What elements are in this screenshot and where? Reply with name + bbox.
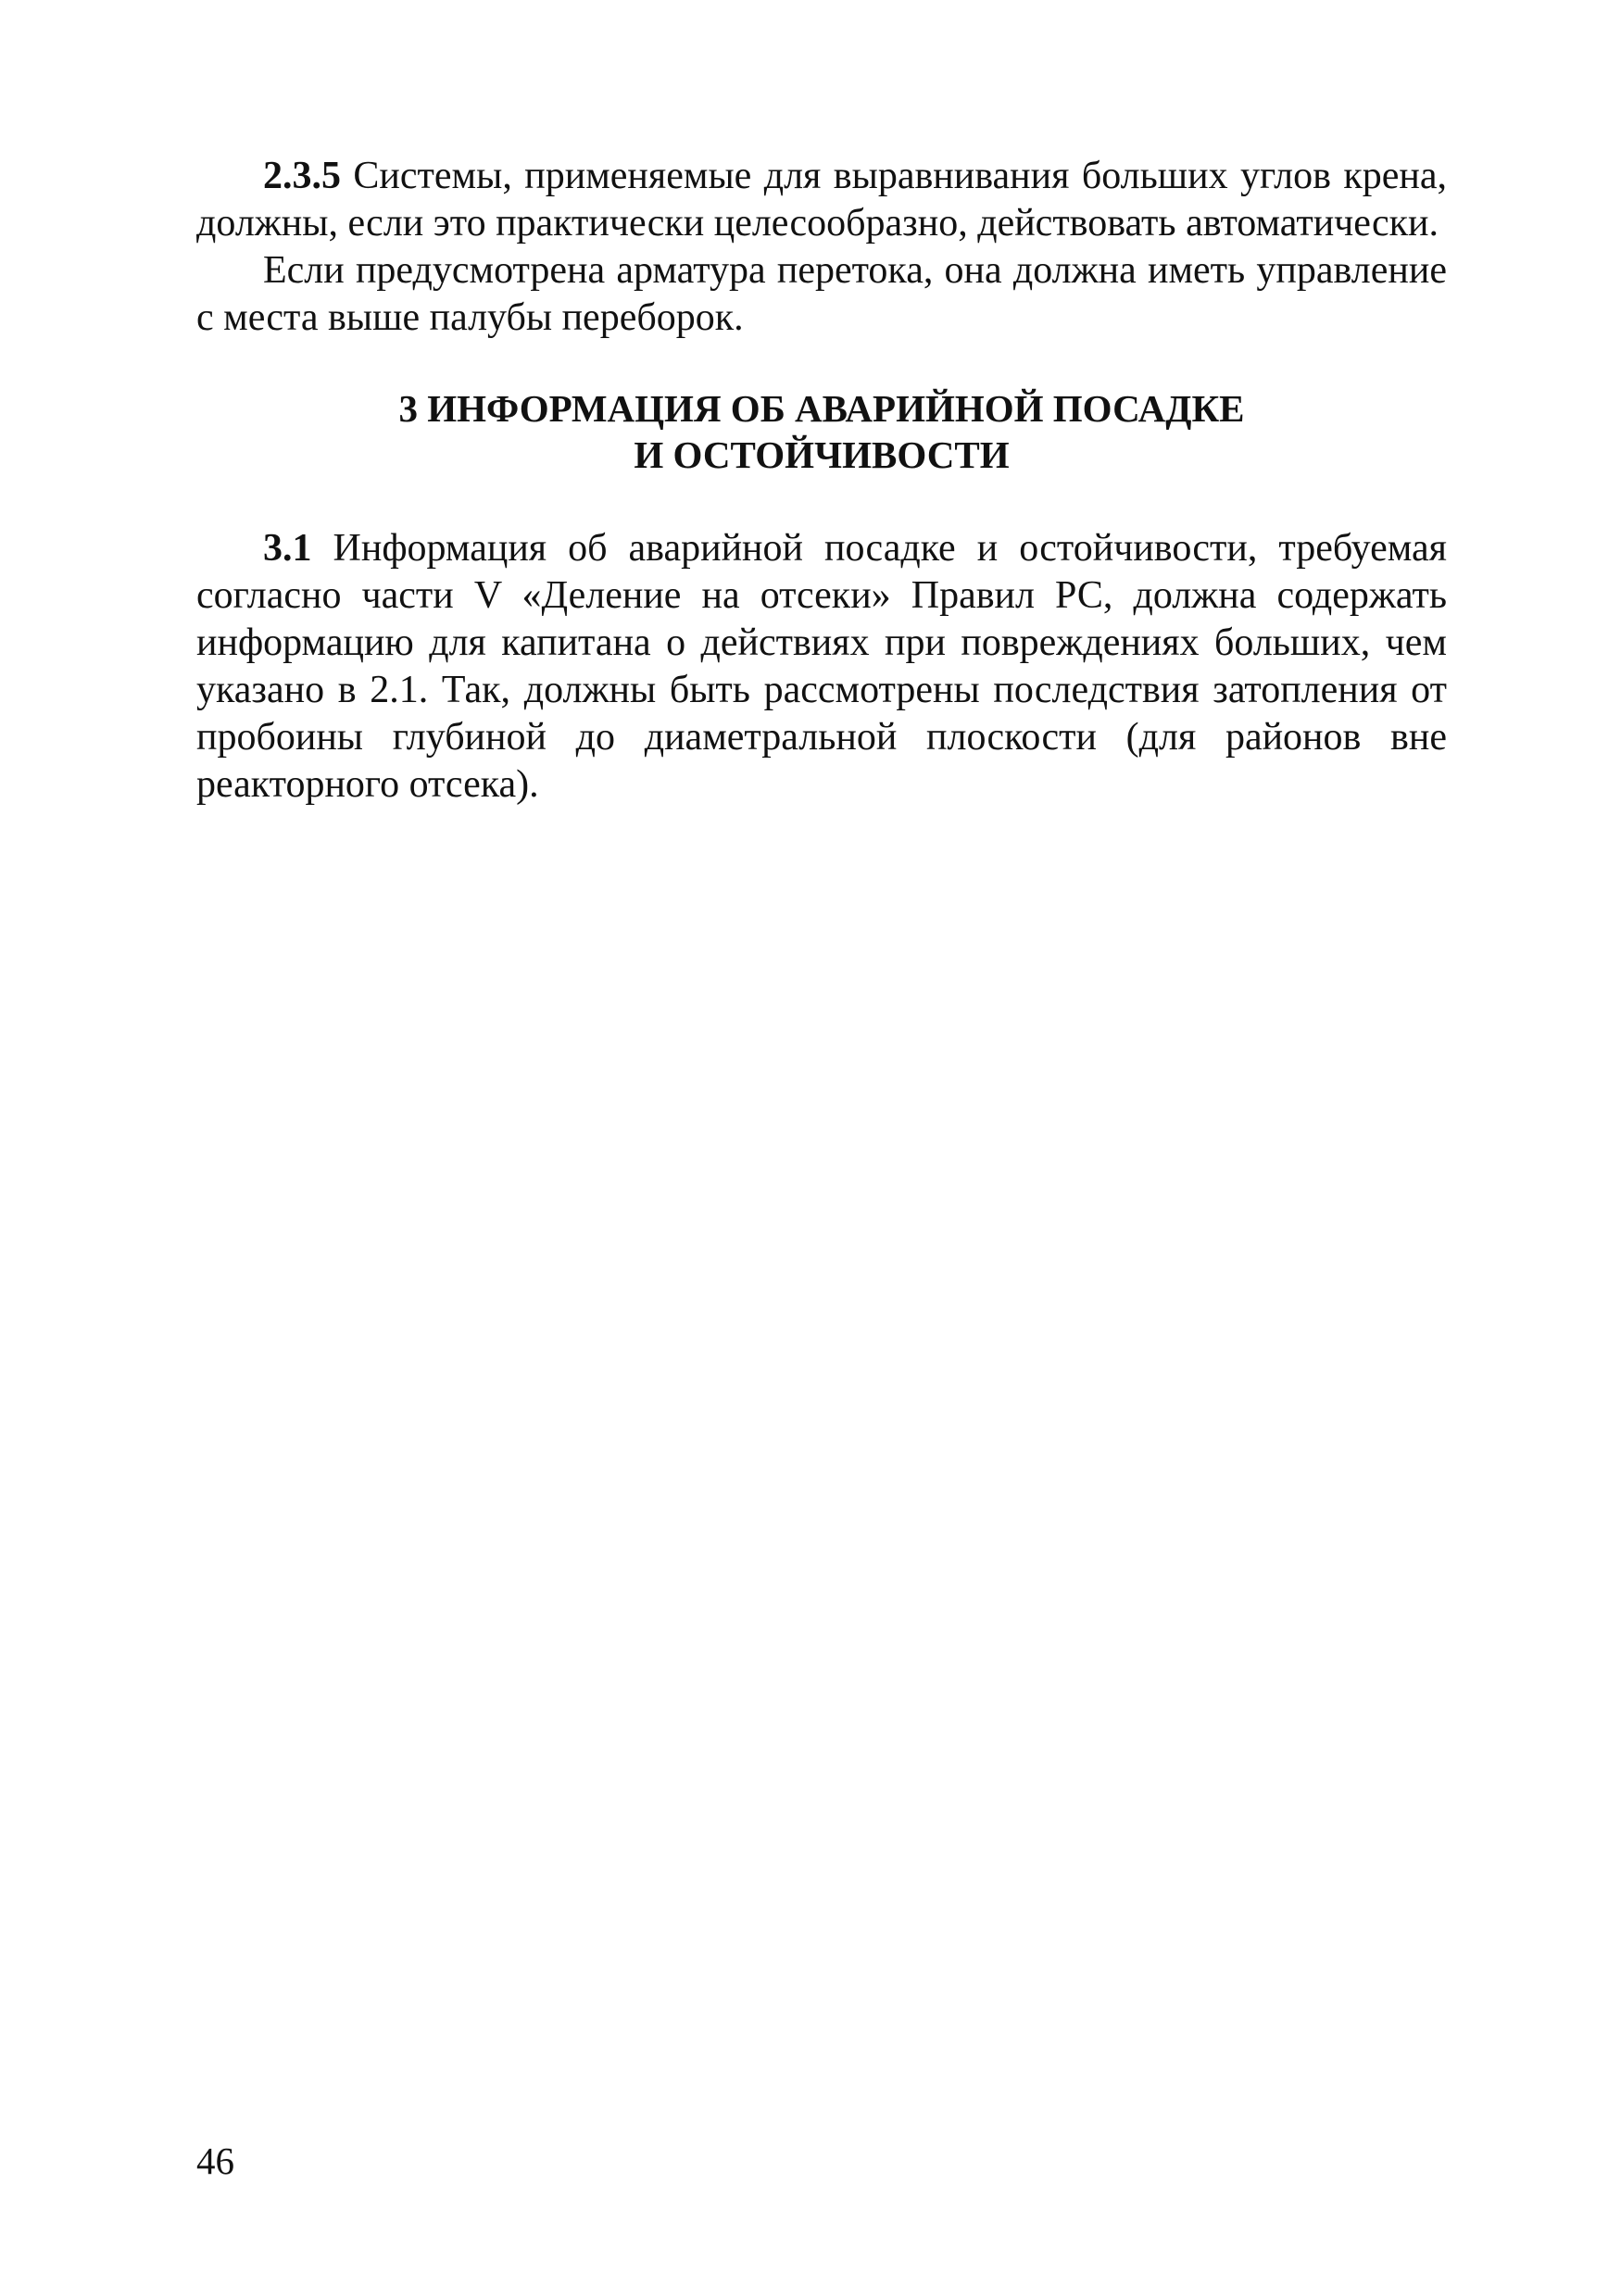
section-number: 3.1: [263, 527, 312, 570]
paragraph-2-3-5: [196, 153, 1447, 247]
paragraph-text: [196, 153, 1447, 247]
section-number: 2.3.5: [263, 155, 341, 197]
paragraph-3-1: [196, 525, 1447, 809]
paragraph-body: Системы, применяемые для выравнивания больших углов крена, должны, если это практически целесообразно, действовать автоматически.: [196, 155, 1447, 245]
page-number: 46: [196, 2139, 234, 2182]
paragraph-text: [196, 525, 1447, 809]
paragraph-body: Информация об аварийной посадке и остойчивости, требуемая согласно части V «Деление на отсеки» Правил РС, должна содержать информацию для капитана о действиях при повреждениях больших, чем указано в 2.1. Так, должны быть рассмотрены последствия затопления от пробоины глубиной до диаметральной плоскости (для районов вне реакторного отсека).: [196, 527, 1447, 806]
section-heading: [196, 385, 1447, 478]
paragraph-body: Если предусмотрена арматура перетока, она должна иметь управление с места выше палубы переборок.: [196, 249, 1447, 339]
heading-line-2: И ОСТОЙЧИВОСТИ: [634, 433, 1010, 476]
heading-line-1: 3 ИНФОРМАЦИЯ ОБ АВАРИЙНОЙ ПОСАДКЕ: [398, 387, 1245, 430]
paragraph-2-3-5-continuation: [196, 247, 1447, 342]
